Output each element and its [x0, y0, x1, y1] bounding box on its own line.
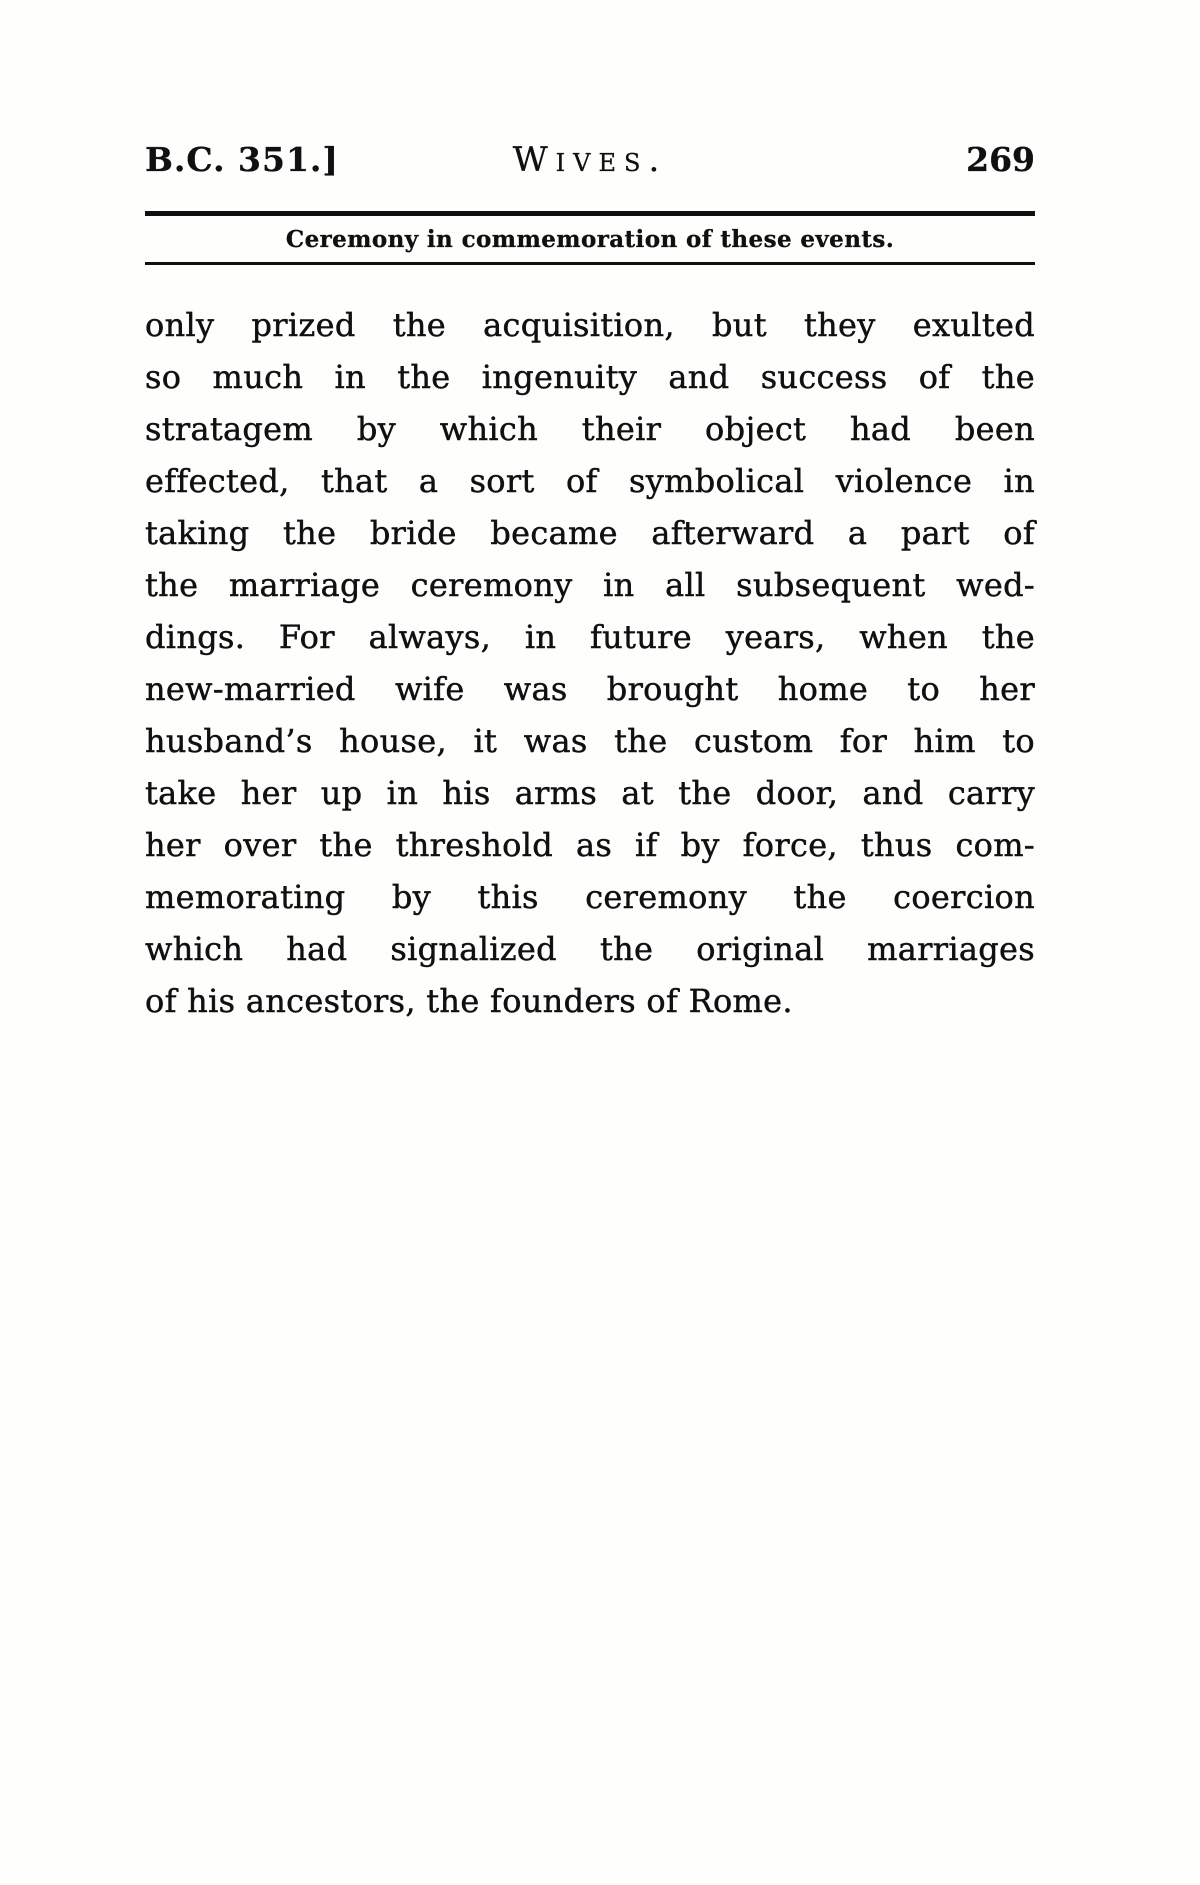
body-text-line: stratagem by which their object had been — [145, 410, 1035, 448]
running-title: Wives. — [512, 140, 668, 180]
divider-rule-top — [145, 211, 1035, 216]
body-text-line: so much in the ingenuity and success of the — [145, 358, 1035, 396]
page-header — [145, 140, 1035, 184]
body-text-line: the marriage ceremony in all subsequent wed- — [145, 566, 1035, 604]
body-text-line: memorating by this ceremony the coercion — [145, 878, 1035, 916]
body-text-line: her over the threshold as if by force, thus com- — [145, 826, 1035, 864]
body-text-line: new-married wife was brought home to her — [145, 670, 1035, 708]
body-text-line: of his ancestors, the founders of Rome. — [145, 982, 793, 1020]
body-text-line: taking the bride became afterward a part of — [145, 514, 1035, 552]
body-text-line: husband’s house, it was the custom for him to — [145, 722, 1035, 760]
page-number: 269 — [966, 140, 1035, 179]
text-block — [145, 140, 1035, 1027]
divider-rule-bottom — [145, 262, 1035, 265]
body-text — [145, 299, 1035, 1027]
body-text-line: effected, that a sort of symbolical violence in — [145, 462, 1035, 500]
body-text-line: take her up in his arms at the door, and carry — [145, 774, 1035, 812]
body-text-line: only prized the acquisition, but they exulted — [145, 306, 1035, 344]
header-date-label: B.C. 351.] — [145, 140, 340, 179]
section-subtitle: Ceremony in commemoration of these events. — [285, 226, 895, 253]
body-text-line: dings. For always, in future years, when the — [145, 618, 1035, 656]
body-text-line: which had signalized the original marriages — [145, 930, 1035, 968]
